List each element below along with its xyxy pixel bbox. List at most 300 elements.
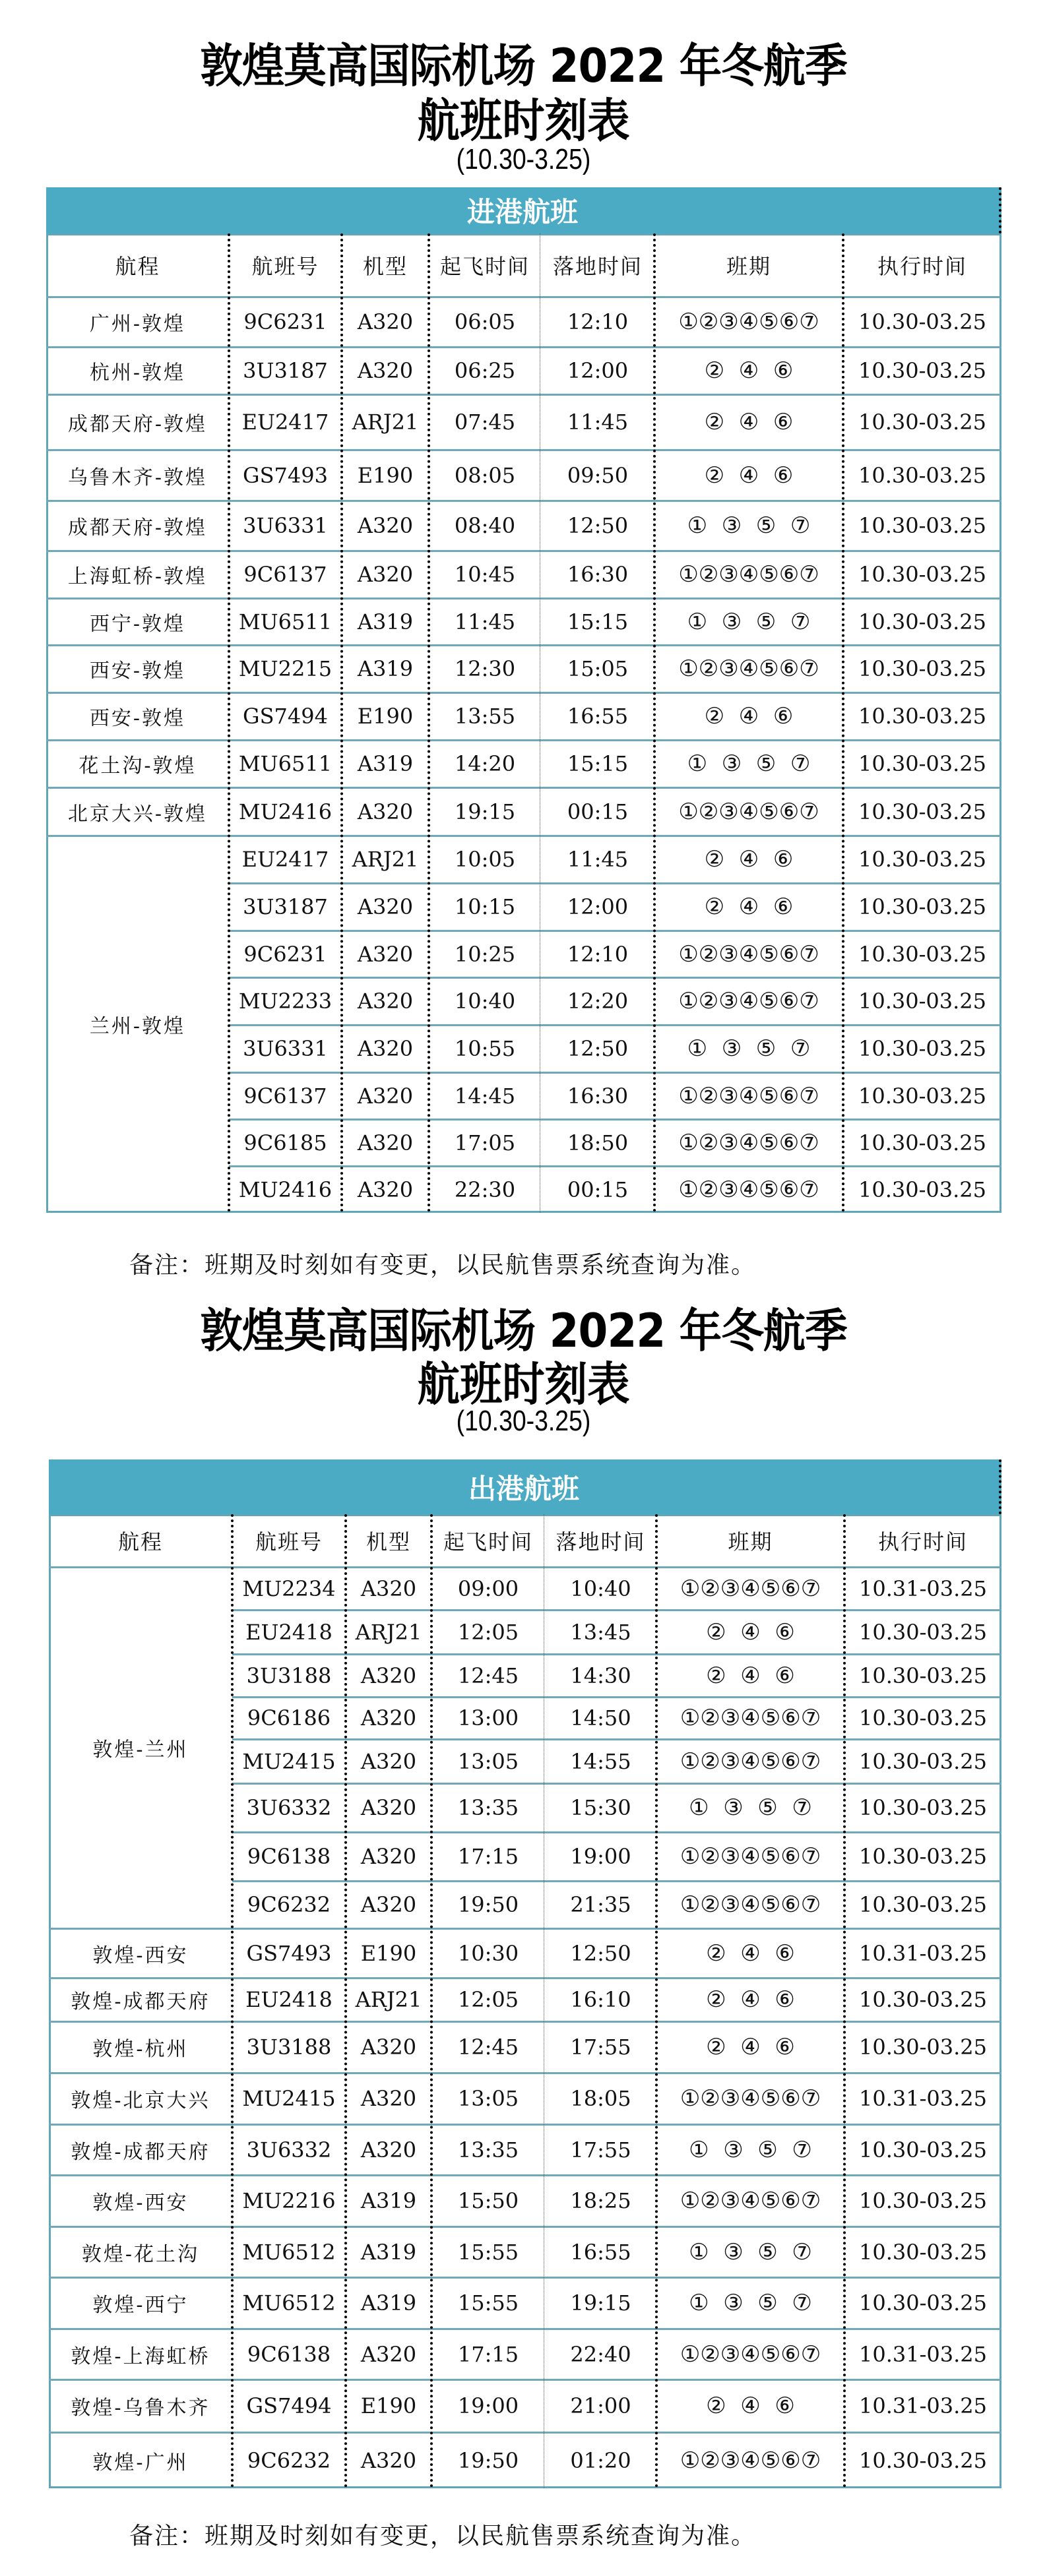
period-cell: 10.30-03.25 xyxy=(858,2137,988,2162)
days-cell: ①②③④⑤⑥⑦ xyxy=(678,988,819,1014)
aircraft-cell: ARJ21 xyxy=(355,1987,422,2012)
period-cell: 10.30-03.25 xyxy=(858,562,987,587)
arr-cell: 18:50 xyxy=(567,1130,629,1155)
flight-cell: 3U6332 xyxy=(246,2137,332,2162)
column-header: 执行时间 xyxy=(877,1529,968,1554)
column-divider xyxy=(231,1514,234,2488)
days-cell: ①②③④⑤⑥⑦ xyxy=(678,940,819,967)
arr-cell: 01:20 xyxy=(570,2447,631,2473)
column-divider xyxy=(428,233,430,1213)
dep-cell: 12:05 xyxy=(457,1619,519,1645)
period-cell: 10.30-03.25 xyxy=(858,1177,987,1202)
period-cell: 10.30-03.25 xyxy=(858,1705,988,1731)
days-cell: ①②③④⑤⑥⑦ xyxy=(678,309,819,335)
row-divider xyxy=(49,2277,1001,2279)
period-cell: 10.30-03.25 xyxy=(858,1036,987,1061)
aircraft-cell: A320 xyxy=(357,562,414,587)
dep-cell: 10:15 xyxy=(454,894,516,919)
aircraft-cell: A320 xyxy=(360,1795,417,1820)
aircraft-cell: A320 xyxy=(357,1083,414,1109)
flight-cell: 3U3187 xyxy=(243,894,328,919)
route-cell: 西安-敦煌 xyxy=(89,707,186,730)
page-title: 敦煌莫高国际机场 2022 年冬航季 xyxy=(200,39,847,93)
arr-cell: 16:10 xyxy=(570,1987,631,2012)
column-header: 航程 xyxy=(117,1529,163,1554)
aircraft-cell: A320 xyxy=(357,894,414,919)
route-cell: 西宁-敦煌 xyxy=(89,612,186,636)
aircraft-cell: ARJ21 xyxy=(352,847,419,872)
route-cell: 广州-敦煌 xyxy=(89,313,186,336)
row-divider xyxy=(46,346,1001,348)
days-cell: ② ④ ⑥ xyxy=(706,2393,795,2419)
route-cell: 敦煌-西安 xyxy=(92,2192,189,2215)
route-cell: 敦煌-成都天府 xyxy=(71,2140,210,2164)
aircraft-cell: A320 xyxy=(360,2341,417,2367)
flight-cell: MU2415 xyxy=(242,1748,336,1774)
dep-cell: 10:30 xyxy=(457,1940,519,1966)
days-cell: ② ④ ⑥ xyxy=(704,357,794,384)
flight-cell: GS7493 xyxy=(243,462,328,488)
arr-cell: 17:55 xyxy=(570,2035,631,2060)
row-divider xyxy=(229,1165,1001,1167)
route-cell: 敦煌-北京大兴 xyxy=(71,2089,210,2112)
period-cell: 10.31-03.25 xyxy=(858,1940,988,1966)
period-cell: 10.30-03.25 xyxy=(858,2035,988,2060)
flight-cell: MU2233 xyxy=(238,989,333,1014)
flight-cell: 9C6185 xyxy=(243,1130,327,1155)
row-divider xyxy=(46,835,1001,837)
arr-cell: 14:30 xyxy=(570,1663,631,1688)
aircraft-cell: ARJ21 xyxy=(355,1619,422,1645)
arr-cell: 14:50 xyxy=(570,1705,631,1731)
dep-cell: 14:20 xyxy=(454,751,516,776)
dep-cell: 12:45 xyxy=(457,1663,519,1688)
arr-cell: 16:30 xyxy=(567,1083,629,1109)
column-header: 航程 xyxy=(115,254,160,279)
days-cell: ① ③ ⑤ ⑦ xyxy=(689,1794,812,1821)
dep-cell: 15:55 xyxy=(457,2239,519,2265)
aircraft-cell: A320 xyxy=(357,1130,414,1155)
route-cell: 敦煌-广州 xyxy=(92,2451,189,2474)
row-divider xyxy=(229,1119,1001,1120)
days-cell: ② ④ ⑥ xyxy=(704,462,794,489)
flight-cell: EU2418 xyxy=(245,1987,333,2012)
aircraft-cell: E190 xyxy=(357,462,414,488)
route-cell: 敦煌-乌鲁木齐 xyxy=(71,2397,210,2420)
arr-cell: 21:35 xyxy=(570,1892,631,1917)
days-cell: ①②③④⑤⑥⑦ xyxy=(678,1129,819,1156)
dep-cell: 12:30 xyxy=(454,656,516,681)
period-cell: 10.31-03.25 xyxy=(858,2393,988,2418)
flight-cell: MU2234 xyxy=(242,1576,336,1601)
row-divider xyxy=(49,2379,1001,2381)
days-cell: ② ④ ⑥ xyxy=(704,703,794,729)
row-divider xyxy=(46,449,1001,451)
inbound-section-header: 进港航班 xyxy=(46,187,1001,233)
aircraft-cell: A319 xyxy=(357,609,414,634)
arr-cell: 12:20 xyxy=(567,989,629,1014)
row-divider xyxy=(46,394,1001,396)
flight-cell: EU2417 xyxy=(241,410,329,435)
aircraft-cell: A320 xyxy=(360,2035,417,2060)
days-cell: ① ③ ⑤ ⑦ xyxy=(687,1035,811,1062)
period-cell: 10.30-03.25 xyxy=(858,1987,988,2012)
dep-cell: 17:15 xyxy=(457,2341,519,2367)
row-divider xyxy=(46,500,1001,502)
dep-cell: 13:05 xyxy=(457,2086,519,2111)
dep-cell: 06:05 xyxy=(454,309,516,334)
dep-cell: 19:00 xyxy=(457,2393,519,2418)
dep-cell: 10:45 xyxy=(454,562,516,587)
arr-cell: 12:50 xyxy=(567,513,629,538)
flight-cell: 9C6231 xyxy=(243,309,327,334)
flight-cell: GS7494 xyxy=(243,704,328,729)
days-cell: ② ④ ⑥ xyxy=(706,1940,795,1967)
arr-cell: 16:55 xyxy=(567,704,629,729)
period-cell: 10.30-03.25 xyxy=(858,609,987,634)
period-cell: 10.30-03.25 xyxy=(858,1795,988,1820)
days-cell: ①②③④⑤⑥⑦ xyxy=(678,1176,819,1203)
flight-cell: 3U3188 xyxy=(246,1663,332,1688)
row-divider xyxy=(49,2432,1001,2434)
aircraft-cell: A320 xyxy=(360,1576,417,1601)
aircraft-cell: A320 xyxy=(360,1892,417,1917)
row-divider xyxy=(46,296,1001,298)
row-divider xyxy=(232,1609,1001,1611)
page-subtitle: 航班时刻表 xyxy=(417,94,630,148)
days-cell: ② ④ ⑥ xyxy=(706,2034,795,2060)
days-cell: ①②③④⑤⑥⑦ xyxy=(680,1843,821,1870)
aircraft-cell: A320 xyxy=(360,1705,417,1731)
aircraft-cell: E190 xyxy=(357,704,414,729)
aircraft-cell: A320 xyxy=(357,513,414,538)
period-cell: 10.30-03.25 xyxy=(858,462,987,488)
route-cell: 敦煌-上海虹桥 xyxy=(71,2345,210,2368)
days-cell: ② ④ ⑥ xyxy=(704,894,794,920)
flight-cell: 9C6138 xyxy=(247,2341,331,2367)
flight-cell: MU2416 xyxy=(238,1177,333,1202)
date-range-2: (10.30-3.25) xyxy=(456,1405,591,1437)
days-cell: ①②③④⑤⑥⑦ xyxy=(678,798,819,825)
row-divider xyxy=(46,787,1001,789)
arr-cell: 16:55 xyxy=(570,2239,631,2265)
flight-cell: 9C6137 xyxy=(243,562,327,587)
flight-cell: MU6511 xyxy=(238,751,333,776)
period-cell: 10.30-03.25 xyxy=(858,358,987,383)
dep-cell: 06:25 xyxy=(454,358,516,383)
arr-cell: 19:15 xyxy=(570,2290,631,2315)
column-divider xyxy=(228,233,230,1213)
arr-cell: 19:00 xyxy=(570,1844,631,1869)
row-divider xyxy=(46,739,1001,741)
aircraft-cell: E190 xyxy=(360,1940,417,1966)
arr-cell: 12:00 xyxy=(567,894,629,919)
arr-cell: 18:25 xyxy=(570,2188,631,2213)
dep-cell: 14:45 xyxy=(454,1083,516,1109)
flight-cell: 9C6232 xyxy=(247,1892,331,1917)
flight-cell: MU2415 xyxy=(242,2086,336,2111)
flight-cell: EU2417 xyxy=(241,847,329,872)
row-divider xyxy=(46,550,1001,552)
arr-cell: 11:45 xyxy=(567,410,629,435)
aircraft-cell: A320 xyxy=(357,1177,414,1202)
column-header: 执行时间 xyxy=(877,254,967,279)
period-cell: 10.30-03.25 xyxy=(858,656,987,681)
flight-cell: 9C6138 xyxy=(247,1844,331,1869)
period-cell: 10.30-03.25 xyxy=(858,410,987,435)
column-divider xyxy=(653,233,656,1213)
days-cell: ①②③④⑤⑥⑦ xyxy=(680,1705,821,1731)
period-cell: 10.30-03.25 xyxy=(858,1892,988,1917)
period-cell: 10.30-03.25 xyxy=(858,704,987,729)
days-cell: ① ③ ⑤ ⑦ xyxy=(687,608,811,635)
aircraft-cell: A320 xyxy=(360,1663,417,1688)
outbound-section-header: 出港航班 xyxy=(49,1459,1001,1514)
aircraft-cell: A319 xyxy=(357,751,414,776)
days-cell: ①②③④⑤⑥⑦ xyxy=(678,1082,819,1109)
dep-cell: 07:45 xyxy=(454,410,516,435)
days-cell: ①②③④⑤⑥⑦ xyxy=(680,1575,821,1602)
column-divider xyxy=(430,1514,433,2488)
dep-cell: 10:40 xyxy=(454,989,516,1014)
column-divider xyxy=(842,233,844,1213)
period-cell: 10.30-03.25 xyxy=(858,1663,988,1688)
row-divider xyxy=(229,1024,1001,1026)
route-cell: 敦煌-成都天府 xyxy=(71,1990,210,2013)
dep-cell: 12:05 xyxy=(457,1987,519,2012)
aircraft-cell: A320 xyxy=(357,989,414,1014)
flight-cell: MU6511 xyxy=(238,609,333,634)
period-cell: 10.30-03.25 xyxy=(858,1748,988,1774)
arr-cell: 15:15 xyxy=(567,609,629,634)
outbound-schedule-table xyxy=(49,1459,1001,2489)
flight-cell: 9C6231 xyxy=(243,941,327,967)
flight-cell: 3U6332 xyxy=(246,1795,332,1820)
route-cell: 上海虹桥-敦煌 xyxy=(67,565,208,588)
dep-cell: 19:50 xyxy=(457,1892,519,1917)
column-divider xyxy=(843,1514,846,2488)
aircraft-cell: A320 xyxy=(360,1844,417,1869)
arr-cell: 12:50 xyxy=(567,1036,629,1061)
row-divider xyxy=(232,1880,1001,1882)
column-header: 落地时间 xyxy=(555,1529,646,1554)
arr-cell: 22:40 xyxy=(570,2341,631,2367)
flight-cell: 3U6331 xyxy=(243,1036,328,1061)
days-cell: ① ③ ⑤ ⑦ xyxy=(687,751,811,777)
dep-cell: 19:15 xyxy=(454,799,516,824)
column-header: 落地时间 xyxy=(552,254,643,279)
period-cell: 10.30-03.25 xyxy=(858,1130,987,1155)
row-divider xyxy=(229,1072,1001,1074)
days-cell: ② ④ ⑥ xyxy=(704,409,794,435)
arr-cell: 15:15 xyxy=(567,751,629,776)
row-divider xyxy=(49,2226,1001,2228)
days-cell: ① ③ ⑤ ⑦ xyxy=(689,2290,812,2316)
period-cell: 10.30-03.25 xyxy=(858,2239,988,2265)
flight-cell: 9C6232 xyxy=(247,2447,331,2473)
period-cell: 10.30-03.25 xyxy=(858,513,987,538)
row-divider xyxy=(229,930,1001,932)
row-divider xyxy=(49,2021,1001,2023)
column-divider xyxy=(340,233,343,1213)
period-cell: 10.30-03.25 xyxy=(858,2290,988,2315)
period-cell: 10.30-03.25 xyxy=(858,2447,988,2473)
row-divider xyxy=(232,1696,1001,1698)
aircraft-cell: A319 xyxy=(357,656,414,681)
aircraft-cell: A319 xyxy=(360,2188,417,2213)
flight-cell: 9C6186 xyxy=(247,1705,331,1731)
arr-cell: 18:05 xyxy=(570,2086,631,2111)
route-cell: 敦煌-花土沟 xyxy=(81,2242,200,2266)
arr-cell: 10:40 xyxy=(570,1576,631,1601)
flight-cell: GS7493 xyxy=(246,1940,332,1966)
route-cell: 杭州-敦煌 xyxy=(89,361,186,384)
route-cell: 成都天府-敦煌 xyxy=(67,413,208,436)
days-cell: ①②③④⑤⑥⑦ xyxy=(680,1748,821,1775)
column-header: 起飞时间 xyxy=(443,1529,533,1554)
date-range: (10.30-3.25) xyxy=(456,143,591,175)
aircraft-cell: A320 xyxy=(360,2447,417,2473)
days-cell: ② ④ ⑥ xyxy=(704,846,794,873)
flight-cell: MU2215 xyxy=(238,656,333,681)
row-divider xyxy=(232,1738,1001,1740)
column-header: 航班号 xyxy=(251,254,319,279)
arr-cell: 00:15 xyxy=(567,1177,629,1202)
row-divider xyxy=(49,1977,1001,1979)
dep-cell: 17:05 xyxy=(454,1130,516,1155)
days-cell: ①②③④⑤⑥⑦ xyxy=(678,561,819,588)
row-divider xyxy=(49,2174,1001,2176)
period-cell: 10.30-03.25 xyxy=(858,1844,988,1869)
days-cell: ①②③④⑤⑥⑦ xyxy=(680,1891,821,1918)
dep-cell: 13:05 xyxy=(457,1748,519,1774)
period-cell: 10.30-03.25 xyxy=(858,1619,988,1645)
flight-cell: MU6512 xyxy=(242,2290,336,2315)
row-divider xyxy=(229,977,1001,979)
route-cell: 西安-敦煌 xyxy=(89,659,186,683)
row-divider xyxy=(232,1831,1001,1833)
arr-cell: 00:15 xyxy=(567,799,629,824)
route-cell-merged: 兰州-敦煌 xyxy=(89,1015,186,1038)
column-header: 起飞时间 xyxy=(439,254,530,279)
row-divider xyxy=(49,2328,1001,2330)
arr-cell: 21:00 xyxy=(570,2393,631,2418)
row-divider xyxy=(49,1566,1001,1568)
page-title-2: 敦煌莫高国际机场 2022 年冬航季 xyxy=(200,1304,847,1358)
aircraft-cell: A320 xyxy=(360,1748,417,1774)
period-cell: 10.30-03.25 xyxy=(858,941,987,967)
flight-cell: MU2216 xyxy=(242,2188,336,2213)
row-divider xyxy=(46,598,1001,599)
dep-cell: 12:45 xyxy=(457,2035,519,2060)
dep-cell: 17:15 xyxy=(457,1844,519,1869)
period-cell: 10.30-03.25 xyxy=(858,989,987,1014)
aircraft-cell: A320 xyxy=(357,941,414,967)
period-cell: 10.30-03.25 xyxy=(858,894,987,919)
flight-cell: 3U6331 xyxy=(243,513,328,538)
dep-cell: 13:35 xyxy=(457,2137,519,2162)
arr-cell: 12:50 xyxy=(570,1940,631,1966)
row-divider xyxy=(46,644,1001,646)
period-cell: 10.30-03.25 xyxy=(858,309,987,334)
period-cell: 10.30-03.25 xyxy=(858,2188,988,2213)
arr-cell: 12:00 xyxy=(567,358,629,383)
dep-cell: 10:25 xyxy=(454,941,516,967)
aircraft-cell: A320 xyxy=(357,358,414,383)
row-divider xyxy=(49,2124,1001,2126)
days-cell: ② ④ ⑥ xyxy=(706,1618,795,1645)
dep-cell: 13:00 xyxy=(457,1705,519,1731)
period-cell: 10.31-03.25 xyxy=(858,2086,988,2111)
column-divider xyxy=(655,1514,658,2488)
route-cell-merged: 敦煌-兰州 xyxy=(92,1738,189,1762)
flight-cell: 3U3187 xyxy=(243,358,328,383)
dep-cell: 13:55 xyxy=(454,704,516,729)
arr-cell: 09:50 xyxy=(567,462,629,488)
dep-cell: 08:40 xyxy=(454,513,516,538)
aircraft-cell: A320 xyxy=(360,2137,417,2162)
route-cell: 乌鲁木齐-敦煌 xyxy=(67,466,208,489)
route-cell: 敦煌-西宁 xyxy=(92,2294,189,2317)
route-cell: 北京大兴-敦煌 xyxy=(67,802,208,826)
column-divider xyxy=(344,1514,347,2488)
column-header: 机型 xyxy=(362,254,408,279)
row-divider xyxy=(49,1928,1001,1930)
inbound-note: 备注：班期及时刻如有变更，以民航售票系统查询为准。 xyxy=(129,1252,757,1279)
aircraft-cell: E190 xyxy=(360,2393,417,2418)
days-cell: ①②③④⑤⑥⑦ xyxy=(680,2341,821,2368)
days-cell: ② ④ ⑥ xyxy=(706,1662,795,1689)
flight-cell: EU2418 xyxy=(245,1619,333,1645)
dep-cell: 09:00 xyxy=(457,1576,519,1601)
aircraft-cell: A320 xyxy=(360,2086,417,2111)
row-divider xyxy=(229,882,1001,884)
flight-cell: MU6512 xyxy=(242,2239,336,2265)
arr-cell: 12:10 xyxy=(567,941,629,967)
days-cell: ② ④ ⑥ xyxy=(706,1986,795,2013)
column-header: 班期 xyxy=(726,254,771,279)
route-cell: 敦煌-杭州 xyxy=(92,2038,189,2061)
dep-cell: 15:55 xyxy=(457,2290,519,2315)
dep-cell: 08:05 xyxy=(454,462,516,488)
column-header: 航班号 xyxy=(255,1529,323,1554)
row-divider xyxy=(46,692,1001,694)
route-cell: 敦煌-西安 xyxy=(92,1944,189,1967)
arr-cell: 14:55 xyxy=(570,1748,631,1774)
dep-cell: 19:50 xyxy=(457,2447,519,2473)
column-header: 班期 xyxy=(728,1529,773,1554)
arr-cell: 12:10 xyxy=(567,309,629,334)
days-cell: ①②③④⑤⑥⑦ xyxy=(678,656,819,682)
dep-cell: 10:05 xyxy=(454,847,516,872)
page-subtitle-2: 航班时刻表 xyxy=(417,1357,630,1411)
days-cell: ①②③④⑤⑥⑦ xyxy=(680,2447,821,2474)
aircraft-cell: A319 xyxy=(360,2239,417,2265)
aircraft-cell: A320 xyxy=(357,1036,414,1061)
dep-cell: 11:45 xyxy=(454,609,516,634)
route-cell: 花土沟-敦煌 xyxy=(79,754,197,778)
route-cell: 成都天府-敦煌 xyxy=(67,516,208,539)
outbound-note: 备注：班期及时刻如有变更，以民航售票系统查询为准。 xyxy=(129,2523,757,2550)
arr-cell: 16:30 xyxy=(567,562,629,587)
days-cell: ① ③ ⑤ ⑦ xyxy=(689,2238,812,2265)
aircraft-cell: ARJ21 xyxy=(352,410,419,435)
period-cell: 10.31-03.25 xyxy=(858,1576,988,1601)
days-cell: ① ③ ⑤ ⑦ xyxy=(687,512,811,539)
days-cell: ①②③④⑤⑥⑦ xyxy=(680,2188,821,2214)
aircraft-cell: A320 xyxy=(357,799,414,824)
dep-cell: 10:55 xyxy=(454,1036,516,1061)
